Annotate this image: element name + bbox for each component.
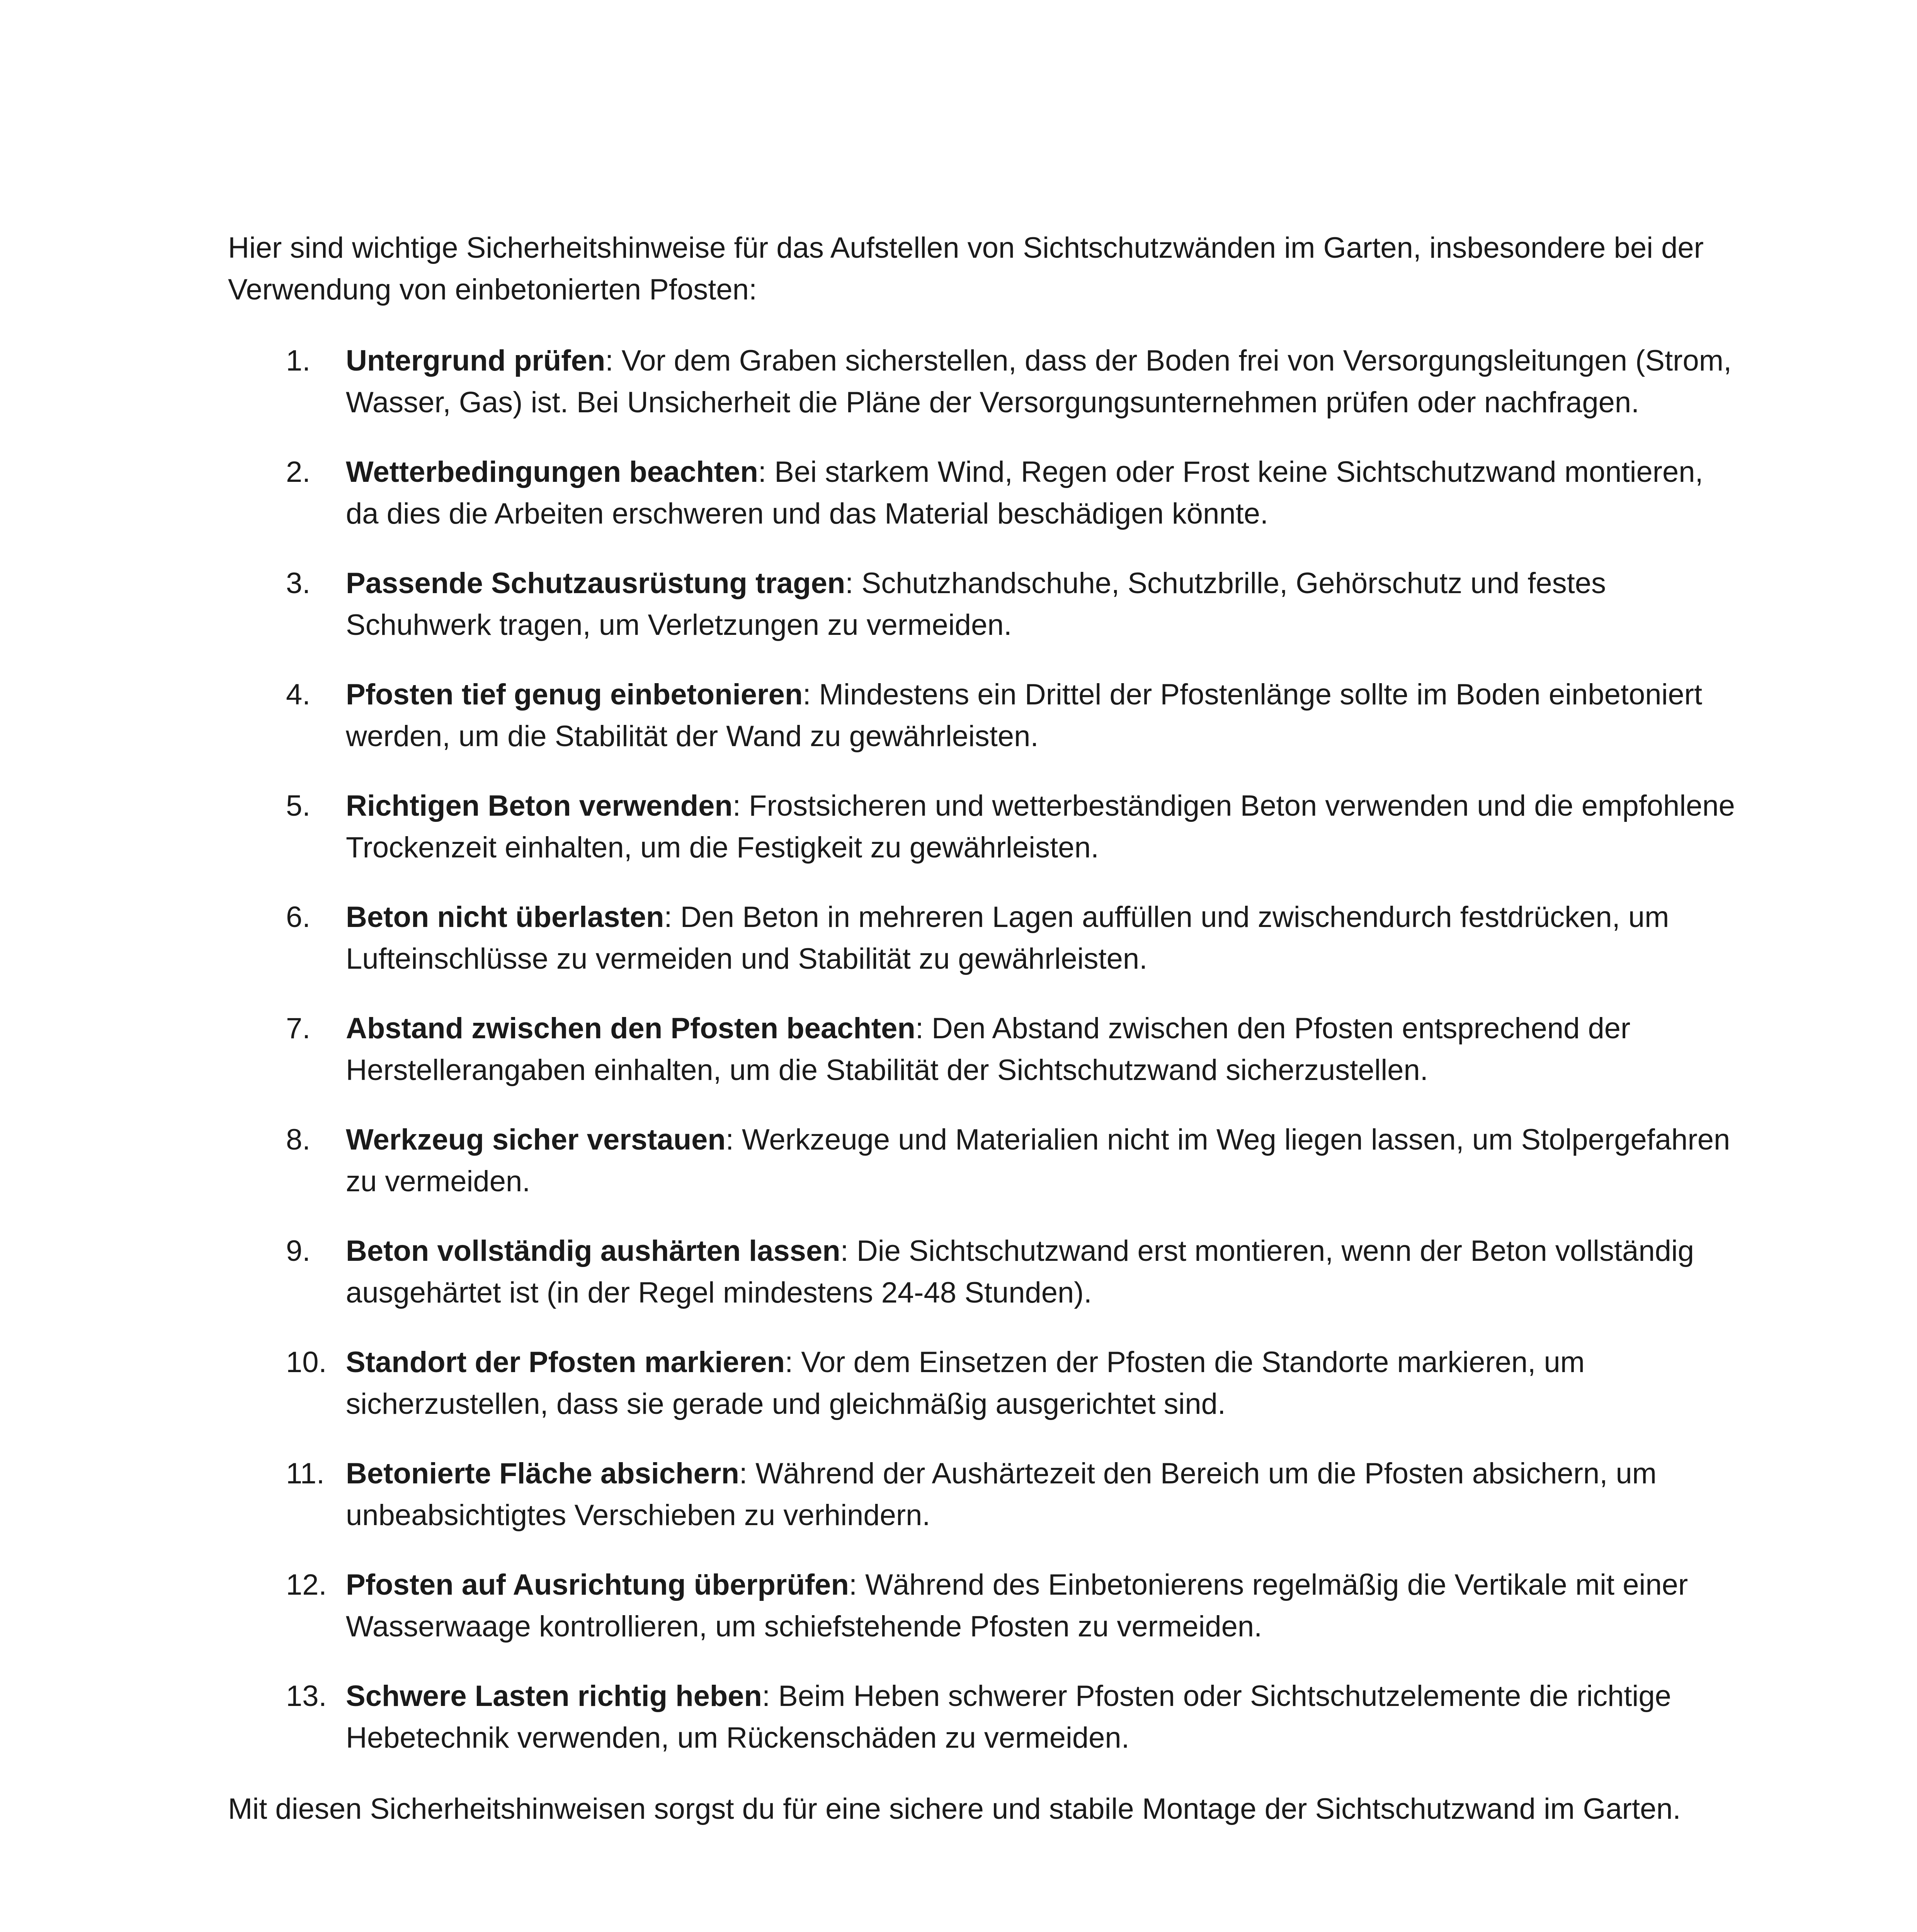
list-item-term: Passende Schutzausrüstung tragen	[346, 567, 845, 600]
list-item-text: : Werkzeuge und Materialien nicht im Weg liegen lassen, um Stolpergefahren zu vermeiden.	[346, 1123, 1730, 1198]
list-item	[228, 451, 1735, 535]
list-item-term: Pfosten auf Ausrichtung überprüfen	[346, 1568, 849, 1601]
list-item-number: 3.	[286, 567, 311, 600]
list-item	[228, 1008, 1735, 1091]
list-item	[228, 340, 1735, 423]
list-item-number: 13.	[286, 1680, 327, 1713]
list-item-text: : Schutzhandschuhe, Schutzbrille, Gehörschutz und festes Schuhwerk tragen, um Verletzungen zu vermeiden.	[346, 567, 1606, 641]
list-item-term: Abstand zwischen den Pfosten beachten	[346, 1012, 915, 1045]
safety-list	[228, 340, 1735, 1759]
list-item	[228, 896, 1735, 980]
list-item-number: 6.	[286, 901, 311, 934]
list-item-text: : Frostsicheren und wetterbeständigen Beton verwenden und die empfohlene Trockenzeit einhalten, um die Festigkeit zu gewährleisten.	[346, 789, 1735, 864]
list-item-text: : Beim Heben schwerer Pfosten oder Sichtschutzelemente die richtige Hebetechnik verwenden, um Rückenschäden zu vermeiden.	[346, 1680, 1671, 1754]
list-item-number: 4.	[286, 678, 311, 711]
list-item-number: 11.	[286, 1457, 325, 1490]
list-item-number: 12.	[286, 1568, 327, 1601]
list-item	[228, 674, 1735, 757]
list-item-text: : Den Beton in mehreren Lagen auffüllen und zwischendurch festdrücken, um Lufteinschlüsse zu vermeiden und Stabilität zu gewährleisten.	[346, 901, 1669, 975]
list-item	[228, 1675, 1735, 1759]
list-item-text: : Während der Aushärtezeit den Bereich um die Pfosten absichern, um unbeabsichtigtes Verschieben zu verhindern.	[346, 1457, 1657, 1532]
list-item	[228, 1230, 1735, 1314]
intro-paragraph: Hier sind wichtige Sicherheitshinweise für das Aufstellen von Sichtschutzwänden im Garten, insbesondere bei der Verwendung von einbetonierten Pfosten:	[228, 231, 1704, 306]
list-item-term: Beton vollständig aushärten lassen	[346, 1235, 840, 1267]
list-item-text: : Vor dem Einsetzen der Pfosten die Standorte markieren, um sicherzustellen, dass sie gerade und gleichmäßig ausgerichtet sind.	[346, 1346, 1585, 1420]
list-item	[228, 1453, 1735, 1536]
document-page	[228, 227, 1735, 1830]
list-item-text: : Den Abstand zwischen den Pfosten entsprechend der Herstellerangaben einhalten, um die Stabilität der Sichtschutzwand sicherzustellen.	[346, 1012, 1631, 1087]
list-item-term: Standort der Pfosten markieren	[346, 1346, 785, 1379]
list-item-number: 7.	[286, 1012, 311, 1045]
list-item-term: Wetterbedingungen beachten	[346, 456, 758, 488]
list-item	[228, 785, 1735, 869]
list-item-number: 1.	[286, 344, 311, 377]
list-item-number: 10.	[286, 1346, 327, 1379]
list-item	[228, 1119, 1735, 1202]
list-item-text: : Während des Einbetonierens regelmäßig die Vertikale mit einer Wasserwaage kontrollieren, um schiefstehende Pfosten zu vermeiden.	[346, 1568, 1688, 1643]
list-item-number: 5.	[286, 789, 311, 822]
list-item-number: 9.	[286, 1235, 311, 1267]
list-item-term: Betonierte Fläche absichern	[346, 1457, 739, 1490]
list-item-term: Werkzeug sicher verstauen	[346, 1123, 726, 1156]
list-item	[228, 1564, 1735, 1648]
list-item-term: Schwere Lasten richtig heben	[346, 1680, 762, 1713]
list-item-term: Beton nicht überlasten	[346, 901, 664, 934]
list-item-term: Untergrund prüfen	[346, 344, 606, 377]
list-item-text: : Mindestens ein Drittel der Pfostenlänge sollte im Boden einbetoniert werden, um die Stabilität der Wand zu gewährleisten.	[346, 678, 1703, 753]
list-item-text: : Bei starkem Wind, Regen oder Frost keine Sichtschutzwand montieren, da dies die Arbeiten erschweren und das Material beschädigen könnte.	[346, 456, 1703, 530]
list-item-number: 2.	[286, 456, 311, 488]
closing-paragraph: Mit diesen Sicherheitshinweisen sorgst du für eine sichere und stabile Montage der Sichtschutzwand im Garten.	[228, 1793, 1681, 1825]
list-item-term: Pfosten tief genug einbetonieren	[346, 678, 803, 711]
list-item-text: : Die Sichtschutzwand erst montieren, wenn der Beton vollständig ausgehärtet ist (in der Regel mindestens 24-48 Stunden).	[346, 1235, 1694, 1309]
list-item-term: Richtigen Beton verwenden	[346, 789, 733, 822]
list-item	[228, 1342, 1735, 1425]
list-item-number: 8.	[286, 1123, 311, 1156]
list-item-text: : Vor dem Graben sicherstellen, dass der Boden frei von Versorgungsleitungen (Strom, Wasser, Gas) ist. Bei Unsicherheit die Pläne der Versorgungsunternehmen prüfen oder nachfragen.	[346, 344, 1732, 419]
list-item	[228, 563, 1735, 646]
